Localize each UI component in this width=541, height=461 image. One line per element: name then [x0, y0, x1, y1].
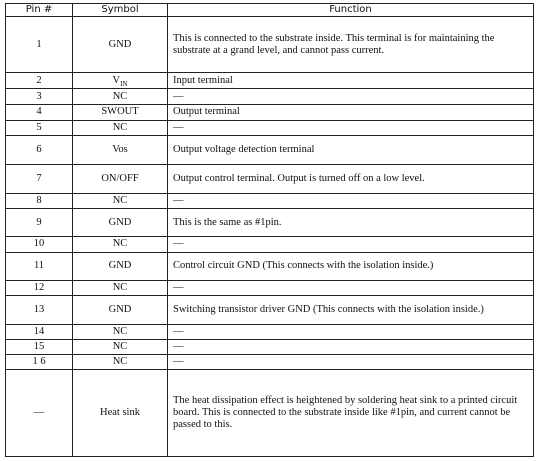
table-row: [6, 89, 534, 104]
pin-cell: 7: [6, 164, 73, 193]
table-row: [6, 370, 534, 457]
symbol-cell: NC: [73, 120, 168, 135]
header-function: Function: [168, 4, 534, 17]
function-cell: Input terminal: [168, 73, 534, 89]
symbol-subscript: IN: [120, 80, 128, 89]
pin-cell: 2: [6, 73, 73, 89]
pin-cell: 15: [6, 340, 73, 355]
header-symbol: Symbol: [73, 4, 168, 17]
function-cell: The heat dissipation effect is heightened by soldering heat sink to a printed circuit board. This is connected to the substrate inside like #1pin, and current cannot be passed to this.: [168, 370, 534, 457]
table-row: [6, 120, 534, 135]
function-cell: —: [168, 355, 534, 370]
function-cell: Control circuit GND (This connects with the isolation inside.): [168, 252, 534, 280]
symbol-cell: NC: [73, 280, 168, 295]
function-cell: —: [168, 325, 534, 340]
symbol-cell: NC: [73, 89, 168, 104]
table-row: [6, 194, 534, 209]
function-cell: —: [168, 340, 534, 355]
pin-function-table: [5, 3, 534, 457]
header-row: [6, 4, 534, 17]
symbol-cell: Vos: [73, 135, 168, 164]
pin-cell: 1 6: [6, 355, 73, 370]
symbol-cell: GND: [73, 209, 168, 237]
pin-cell: 10: [6, 237, 73, 252]
symbol-cell: ON/OFF: [73, 164, 168, 193]
function-cell: This is connected to the substrate inside. This terminal is for maintaining the substrate at a grand level, and cannot pass current.: [168, 17, 534, 73]
symbol-cell: SWOUT: [73, 104, 168, 120]
function-cell: —: [168, 237, 534, 252]
pin-cell: 11: [6, 252, 73, 280]
table-row: [6, 340, 534, 355]
table-row: [6, 164, 534, 193]
symbol-cell: [73, 73, 168, 89]
pin-cell: 14: [6, 325, 73, 340]
pin-cell: 8: [6, 194, 73, 209]
function-cell: —: [168, 89, 534, 104]
function-cell: Switching transistor driver GND (This connects with the isolation inside.): [168, 295, 534, 324]
symbol-cell: Heat sink: [73, 370, 168, 457]
symbol-cell: NC: [73, 355, 168, 370]
function-cell: Output control terminal. Output is turned off on a low level.: [168, 164, 534, 193]
table-row: [6, 17, 534, 73]
table-row: [6, 209, 534, 237]
function-cell: Output terminal: [168, 104, 534, 120]
pin-cell: 3: [6, 89, 73, 104]
table-row: [6, 355, 534, 370]
function-cell: —: [168, 120, 534, 135]
table-row: [6, 325, 534, 340]
symbol-cell: NC: [73, 325, 168, 340]
pin-cell: 5: [6, 120, 73, 135]
table-row: [6, 73, 534, 89]
symbol-cell: GND: [73, 252, 168, 280]
pin-cell: 4: [6, 104, 73, 120]
table-row: [6, 237, 534, 252]
symbol-cell: GND: [73, 295, 168, 324]
symbol-cell: GND: [73, 17, 168, 73]
table-row: [6, 135, 534, 164]
pin-cell: 9: [6, 209, 73, 237]
pin-cell: 1: [6, 17, 73, 73]
table-row: [6, 295, 534, 324]
symbol-cell: NC: [73, 237, 168, 252]
pin-cell: 6: [6, 135, 73, 164]
symbol-cell: NC: [73, 194, 168, 209]
symbol-cell: NC: [73, 340, 168, 355]
table-row: [6, 280, 534, 295]
function-cell: —: [168, 194, 534, 209]
header-pin: Pin #: [6, 4, 73, 17]
pin-cell: 12: [6, 280, 73, 295]
function-cell: This is the same as #1pin.: [168, 209, 534, 237]
function-cell: Output voltage detection terminal: [168, 135, 534, 164]
symbol-text: V: [112, 74, 121, 86]
table-row: [6, 104, 534, 120]
pin-cell: —: [6, 370, 73, 457]
table-row: [6, 252, 534, 280]
pin-cell: 13: [6, 295, 73, 324]
function-cell: —: [168, 280, 534, 295]
